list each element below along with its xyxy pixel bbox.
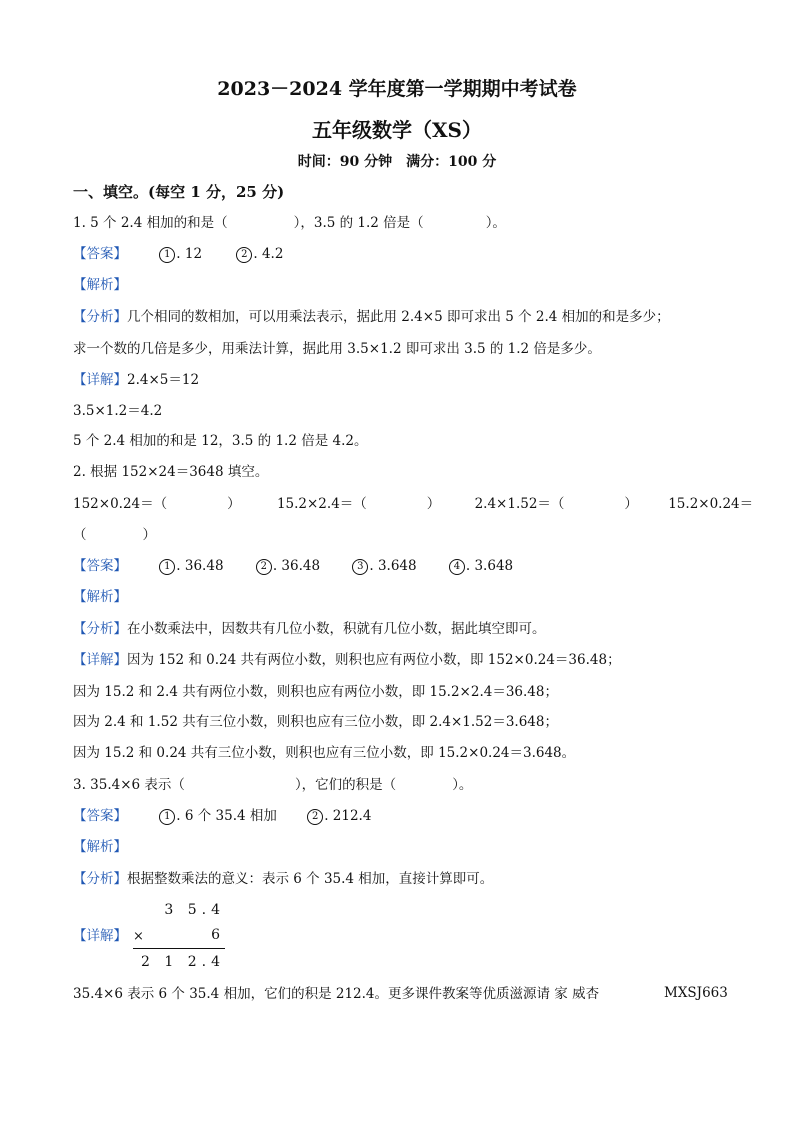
q3-analysis: 【分析】根据整数乘法的意义：表示 6 个 35.4 相加，直接计算即可。 bbox=[73, 871, 494, 887]
q1-detail-1: 【详解】2.4×5＝12 bbox=[73, 372, 200, 388]
q2-blank-4-cont: （ ） bbox=[73, 527, 156, 543]
q2-stem: 2. 根据 152×24＝3648 填空。 bbox=[73, 464, 269, 480]
q3-stem: 3. 35.4×6 表示（ ），它们的积是（ ）。 bbox=[73, 777, 473, 793]
q2-answer-1: 1 . 36.48 bbox=[159, 557, 223, 575]
q3-answer: 【答案】 1 . 6 个 35.4 相加 2 . 212.4 bbox=[73, 808, 372, 824]
vcalc-rule bbox=[133, 948, 225, 949]
doc-code: MXSJ663 bbox=[664, 985, 728, 1001]
section-heading: 一、填空。(每空 1 分，25 分) bbox=[73, 183, 285, 201]
q1-analysis-1: 【分析】几个相同的数相加，可以用乘法表示，据此用 2.4×5 即可求出 5 个 2.4 相加的和是多少； bbox=[73, 309, 670, 325]
q3-analysis-head: 【解析】 bbox=[73, 839, 127, 855]
vcalc-result: 2 1 2.4 bbox=[141, 954, 225, 970]
q3-answer-1: 1 . 6 个 35.4 相加 bbox=[159, 807, 277, 825]
q1-answer-2: 2 . 4.2 bbox=[236, 245, 283, 263]
q2-detail-1: 【详解】因为 152 和 0.24 共有两位小数，则积也应有两位小数，即 152×0.24＝36.48； bbox=[73, 652, 621, 668]
q2-detail-4: 因为 15.2 和 0.24 共有三位小数，则积也应有三位小数，即 15.2×0.24＝3.648。 bbox=[73, 745, 576, 761]
q1-answer bbox=[73, 245, 283, 263]
q1-analysis-2: 求一个数的几倍是多少，用乘法计算，据此用 3.5×1.2 即可求出 3.5 的 1.2 倍是多少。 bbox=[73, 341, 601, 357]
q2-answer-4: 4 . 3.648 bbox=[449, 557, 513, 575]
q2-detail-2: 因为 15.2 和 2.4 共有两位小数，则积也应有两位小数，即 15.2×2.4＝36.48； bbox=[73, 684, 558, 700]
q2-blanks: 152×0.24＝（ ） 15.2×2.4＝（ ） 2.4×1.52＝（ ） 15.2×0.24＝ bbox=[73, 496, 754, 512]
q1-stem: 1. 5 个 2.4 相加的和是（ ），3.5 的 1.2 倍是（ ）。 bbox=[73, 215, 506, 231]
vcalc-row-1: 3 5.4 bbox=[164, 902, 225, 918]
q2-analysis: 【分析】在小数乘法中，因数共有几位小数，积就有几位小数，据此填空即可。 bbox=[73, 621, 546, 637]
q2-answer-3: 3 . 3.648 bbox=[352, 557, 416, 575]
exam-subtitle: 五年级数学（XS） bbox=[312, 118, 482, 142]
q1-detail-3: 5 个 2.4 相加的和是 12，3.5 的 1.2 倍是 4.2。 bbox=[73, 433, 368, 449]
q2-answer: 【答案】 1 . 36.48 2 . 36.48 3 . 3.648 4 . 3.648 bbox=[73, 558, 514, 574]
times-sign: × bbox=[133, 929, 144, 944]
q1-answer-1: 1 . 12 bbox=[159, 245, 202, 263]
exam-title: 2023－2024 学年度第一学期期中考试卷 bbox=[217, 78, 577, 100]
exam-meta: 时间：90 分钟 满分：100 分 bbox=[297, 154, 497, 170]
q3-answer-2: 2 . 212.4 bbox=[307, 807, 371, 825]
q3-detail-tag: 【详解】 bbox=[73, 928, 127, 944]
q2-answer-2: 2 . 36.48 bbox=[256, 557, 320, 575]
answer-tag: 【答案】 bbox=[73, 246, 127, 262]
vcalc-row-2: 6 bbox=[211, 927, 225, 943]
q3-conclusion: 35.4×6 表示 6 个 35.4 相加，它们的积是 212.4。更多课件教案等优质滋源请 家 威杏 bbox=[73, 986, 600, 1002]
q2-detail-3: 因为 2.4 和 1.52 共有三位小数，则积也应有三位小数，即 2.4×1.52＝3.648； bbox=[73, 714, 558, 730]
q1-analysis-head: 【解析】 bbox=[73, 277, 127, 293]
q1-detail-2: 3.5×1.2＝4.2 bbox=[73, 403, 163, 419]
q2-analysis-head: 【解析】 bbox=[73, 589, 127, 605]
